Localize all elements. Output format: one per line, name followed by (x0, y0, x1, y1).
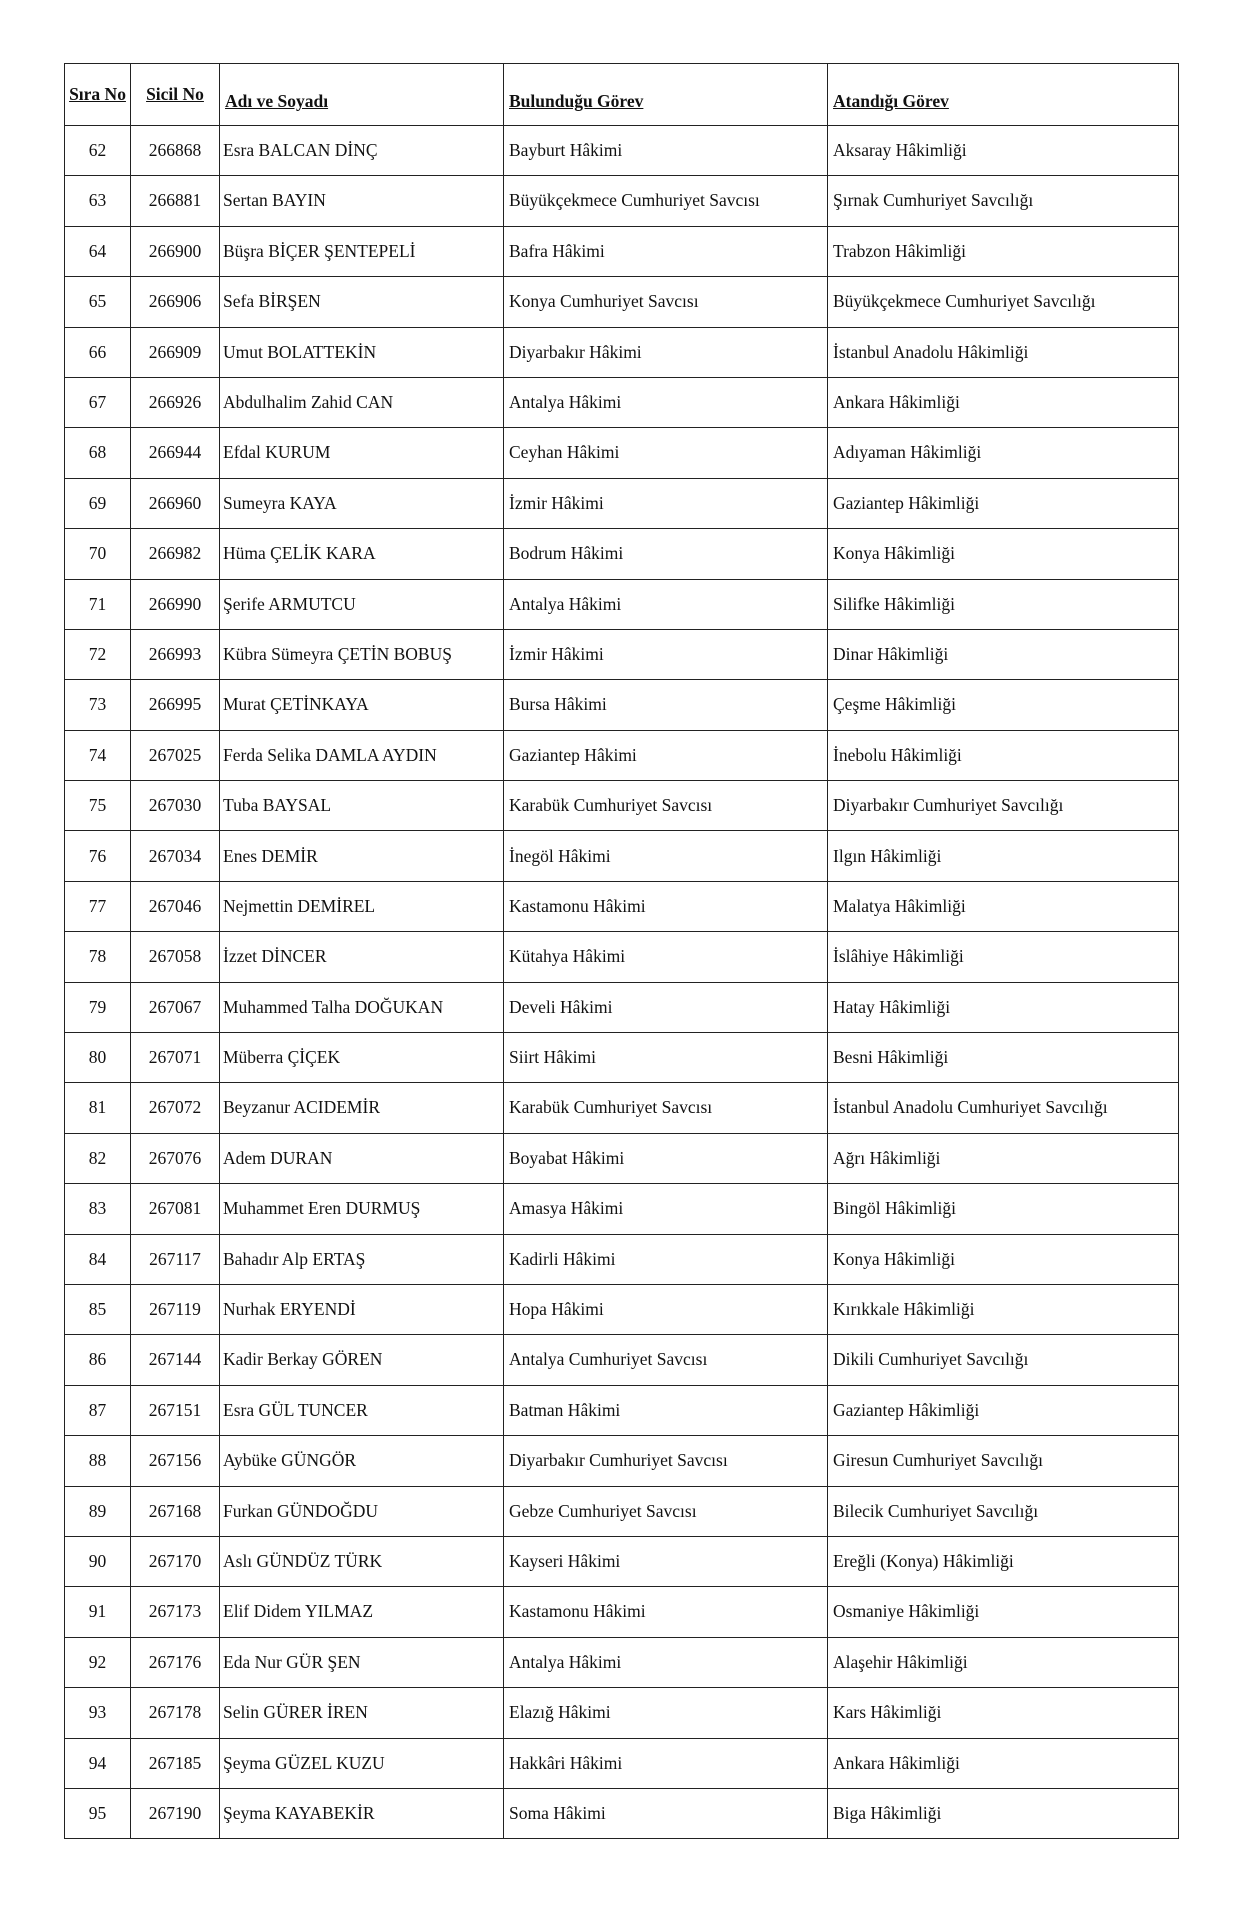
current-position-cell: Kastamonu Hâkimi (504, 881, 828, 931)
current-position-cell: Develi Hâkimi (504, 982, 828, 1032)
table-row (65, 1385, 1179, 1435)
sira-no-cell: 80 (65, 1033, 131, 1083)
sicil-no-cell: 267119 (131, 1284, 220, 1334)
sicil-no-cell: 267034 (131, 831, 220, 881)
name-cell: Tuba BAYSAL (220, 781, 504, 831)
table-row (65, 982, 1179, 1032)
table-row (65, 1688, 1179, 1738)
assigned-position-cell: İstanbul Anadolu Hâkimliği (828, 327, 1179, 377)
table-row (65, 579, 1179, 629)
table-row (65, 1083, 1179, 1133)
sira-no-cell: 93 (65, 1688, 131, 1738)
table-row (65, 1536, 1179, 1586)
name-cell: Eda Nur GÜR ŞEN (220, 1637, 504, 1687)
name-cell: Efdal KURUM (220, 428, 504, 478)
table-row (65, 277, 1179, 327)
assigned-position-cell: Ilgın Hâkimliği (828, 831, 1179, 881)
name-cell: Elif Didem YILMAZ (220, 1587, 504, 1637)
current-position-cell: Diyarbakır Cumhuriyet Savcısı (504, 1436, 828, 1486)
sira-no-cell: 92 (65, 1637, 131, 1687)
name-cell: Şeyma KAYABEKİR (220, 1788, 504, 1838)
name-cell: Ferda Selika DAMLA AYDIN (220, 730, 504, 780)
current-position-cell: Bursa Hâkimi (504, 680, 828, 730)
name-cell: Kadir Berkay GÖREN (220, 1335, 504, 1385)
header-atandigi-gorev: Atandığı Görev (828, 64, 1179, 126)
sira-no-cell: 85 (65, 1284, 131, 1334)
assigned-position-cell: Ankara Hâkimliği (828, 1738, 1179, 1788)
sira-no-cell: 64 (65, 226, 131, 276)
assigned-position-cell: Dinar Hâkimliği (828, 629, 1179, 679)
assigned-position-cell: Dikili Cumhuriyet Savcılığı (828, 1335, 1179, 1385)
sira-no-cell: 94 (65, 1738, 131, 1788)
current-position-cell: Antalya Hâkimi (504, 579, 828, 629)
assigned-position-cell: İstanbul Anadolu Cumhuriyet Savcılığı (828, 1083, 1179, 1133)
sicil-no-cell: 267190 (131, 1788, 220, 1838)
header-adi-soyadi: Adı ve Soyadı (220, 64, 504, 126)
sicil-no-cell: 267046 (131, 881, 220, 931)
name-cell: Müberra ÇİÇEK (220, 1033, 504, 1083)
sicil-no-cell: 267067 (131, 982, 220, 1032)
name-cell: Esra GÜL TUNCER (220, 1385, 504, 1435)
name-cell: Sumeyra KAYA (220, 478, 504, 528)
sicil-no-cell: 267030 (131, 781, 220, 831)
name-cell: Sertan BAYIN (220, 176, 504, 226)
sicil-no-cell: 267071 (131, 1033, 220, 1083)
current-position-cell: Bayburt Hâkimi (504, 126, 828, 176)
name-cell: Muhammed Talha DOĞUKAN (220, 982, 504, 1032)
table-row (65, 1335, 1179, 1385)
current-position-cell: Antalya Cumhuriyet Savcısı (504, 1335, 828, 1385)
name-cell: Beyzanur ACIDEMİR (220, 1083, 504, 1133)
sicil-no-cell: 266926 (131, 377, 220, 427)
assigned-position-cell: Konya Hâkimliği (828, 529, 1179, 579)
assignment-table (64, 63, 1179, 1839)
sira-no-cell: 74 (65, 730, 131, 780)
table-row (65, 1184, 1179, 1234)
sicil-no-cell: 267081 (131, 1184, 220, 1234)
sira-no-cell: 76 (65, 831, 131, 881)
assigned-position-cell: Kars Hâkimliği (828, 1688, 1179, 1738)
table-row (65, 126, 1179, 176)
table-row (65, 226, 1179, 276)
name-cell: Murat ÇETİNKAYA (220, 680, 504, 730)
sira-no-cell: 62 (65, 126, 131, 176)
current-position-cell: Gebze Cumhuriyet Savcısı (504, 1486, 828, 1536)
assigned-position-cell: Adıyaman Hâkimliği (828, 428, 1179, 478)
sira-no-cell: 67 (65, 377, 131, 427)
current-position-cell: İzmir Hâkimi (504, 629, 828, 679)
header-sicil-no: Sicil No (131, 64, 220, 126)
name-cell: Nurhak ERYENDİ (220, 1284, 504, 1334)
sicil-no-cell: 266995 (131, 680, 220, 730)
assigned-position-cell: Aksaray Hâkimliği (828, 126, 1179, 176)
name-cell: Şerife ARMUTCU (220, 579, 504, 629)
table-row (65, 529, 1179, 579)
header-sira-no: Sıra No (65, 64, 131, 126)
sira-no-cell: 73 (65, 680, 131, 730)
sicil-no-cell: 267076 (131, 1133, 220, 1183)
table-row (65, 1788, 1179, 1838)
table-row (65, 1284, 1179, 1334)
assigned-position-cell: Ağrı Hâkimliği (828, 1133, 1179, 1183)
assigned-position-cell: Gaziantep Hâkimliği (828, 1385, 1179, 1435)
current-position-cell: Diyarbakır Hâkimi (504, 327, 828, 377)
sira-no-cell: 65 (65, 277, 131, 327)
assigned-position-cell: Malatya Hâkimliği (828, 881, 1179, 931)
sicil-no-cell: 267117 (131, 1234, 220, 1284)
sicil-no-cell: 267058 (131, 932, 220, 982)
table-row (65, 1587, 1179, 1637)
current-position-cell: Karabük Cumhuriyet Savcısı (504, 781, 828, 831)
sira-no-cell: 63 (65, 176, 131, 226)
assigned-position-cell: Ereğli (Konya) Hâkimliği (828, 1536, 1179, 1586)
sicil-no-cell: 266906 (131, 277, 220, 327)
name-cell: Selin GÜRER İREN (220, 1688, 504, 1738)
table-row (65, 1486, 1179, 1536)
sira-no-cell: 89 (65, 1486, 131, 1536)
sicil-no-cell: 266993 (131, 629, 220, 679)
assigned-position-cell: Bingöl Hâkimliği (828, 1184, 1179, 1234)
assigned-position-cell: Şırnak Cumhuriyet Savcılığı (828, 176, 1179, 226)
assigned-position-cell: Trabzon Hâkimliği (828, 226, 1179, 276)
name-cell: Nejmettin DEMİREL (220, 881, 504, 931)
name-cell: Aslı GÜNDÜZ TÜRK (220, 1536, 504, 1586)
name-cell: Hüma ÇELİK KARA (220, 529, 504, 579)
current-position-cell: Büyükçekmece Cumhuriyet Savcısı (504, 176, 828, 226)
sira-no-cell: 78 (65, 932, 131, 982)
sira-no-cell: 83 (65, 1184, 131, 1234)
sira-no-cell: 72 (65, 629, 131, 679)
current-position-cell: Gaziantep Hâkimi (504, 730, 828, 780)
name-cell: Büşra BİÇER ŞENTEPELİ (220, 226, 504, 276)
sira-no-cell: 88 (65, 1436, 131, 1486)
current-position-cell: Boyabat Hâkimi (504, 1133, 828, 1183)
sicil-no-cell: 267151 (131, 1385, 220, 1435)
sicil-no-cell: 267168 (131, 1486, 220, 1536)
sicil-no-cell: 267072 (131, 1083, 220, 1133)
sicil-no-cell: 266909 (131, 327, 220, 377)
current-position-cell: Elazığ Hâkimi (504, 1688, 828, 1738)
current-position-cell: Siirt Hâkimi (504, 1033, 828, 1083)
assigned-position-cell: İnebolu Hâkimliği (828, 730, 1179, 780)
table-row (65, 478, 1179, 528)
table-row (65, 781, 1179, 831)
table-row (65, 932, 1179, 982)
table-row (65, 1637, 1179, 1687)
name-cell: Adem DURAN (220, 1133, 504, 1183)
sicil-no-cell: 267185 (131, 1738, 220, 1788)
current-position-cell: Antalya Hâkimi (504, 377, 828, 427)
table-row (65, 730, 1179, 780)
table-row (65, 1436, 1179, 1486)
assigned-position-cell: İslâhiye Hâkimliği (828, 932, 1179, 982)
sicil-no-cell: 266868 (131, 126, 220, 176)
current-position-cell: Konya Cumhuriyet Savcısı (504, 277, 828, 327)
table-row (65, 680, 1179, 730)
sira-no-cell: 84 (65, 1234, 131, 1284)
name-cell: Furkan GÜNDOĞDU (220, 1486, 504, 1536)
current-position-cell: Hopa Hâkimi (504, 1284, 828, 1334)
sicil-no-cell: 266944 (131, 428, 220, 478)
assigned-position-cell: Ankara Hâkimliği (828, 377, 1179, 427)
sicil-no-cell: 267173 (131, 1587, 220, 1637)
sira-no-cell: 86 (65, 1335, 131, 1385)
name-cell: Abdulhalim Zahid CAN (220, 377, 504, 427)
sira-no-cell: 90 (65, 1536, 131, 1586)
current-position-cell: İnegöl Hâkimi (504, 831, 828, 881)
table-row (65, 176, 1179, 226)
sira-no-cell: 71 (65, 579, 131, 629)
name-cell: Kübra Sümeyra ÇETİN BOBUŞ (220, 629, 504, 679)
assigned-position-cell: Osmaniye Hâkimliği (828, 1587, 1179, 1637)
current-position-cell: Karabük Cumhuriyet Savcısı (504, 1083, 828, 1133)
current-position-cell: Kastamonu Hâkimi (504, 1587, 828, 1637)
sicil-no-cell: 266960 (131, 478, 220, 528)
current-position-cell: Kadirli Hâkimi (504, 1234, 828, 1284)
assigned-position-cell: Diyarbakır Cumhuriyet Savcılığı (828, 781, 1179, 831)
assigned-position-cell: Hatay Hâkimliği (828, 982, 1179, 1032)
name-cell: Muhammet Eren DURMUŞ (220, 1184, 504, 1234)
current-position-cell: Amasya Hâkimi (504, 1184, 828, 1234)
sicil-no-cell: 266881 (131, 176, 220, 226)
table-row (65, 629, 1179, 679)
table-row (65, 1738, 1179, 1788)
table-row (65, 831, 1179, 881)
name-cell: Umut BOLATTEKİN (220, 327, 504, 377)
sira-no-cell: 91 (65, 1587, 131, 1637)
current-position-cell: Kayseri Hâkimi (504, 1536, 828, 1586)
sicil-no-cell: 267178 (131, 1688, 220, 1738)
current-position-cell: Bodrum Hâkimi (504, 529, 828, 579)
sira-no-cell: 95 (65, 1788, 131, 1838)
current-position-cell: İzmir Hâkimi (504, 478, 828, 528)
assigned-position-cell: Alaşehir Hâkimliği (828, 1637, 1179, 1687)
name-cell: Esra BALCAN DİNÇ (220, 126, 504, 176)
current-position-cell: Bafra Hâkimi (504, 226, 828, 276)
current-position-cell: Soma Hâkimi (504, 1788, 828, 1838)
sira-no-cell: 69 (65, 478, 131, 528)
current-position-cell: Antalya Hâkimi (504, 1637, 828, 1687)
table-row (65, 377, 1179, 427)
assigned-position-cell: Silifke Hâkimliği (828, 579, 1179, 629)
assigned-position-cell: Kırıkkale Hâkimliği (828, 1284, 1179, 1334)
sira-no-cell: 68 (65, 428, 131, 478)
assigned-position-cell: Gaziantep Hâkimliği (828, 478, 1179, 528)
current-position-cell: Kütahya Hâkimi (504, 932, 828, 982)
assigned-position-cell: Çeşme Hâkimliği (828, 680, 1179, 730)
sicil-no-cell: 267176 (131, 1637, 220, 1687)
assigned-position-cell: Besni Hâkimliği (828, 1033, 1179, 1083)
current-position-cell: Hakkâri Hâkimi (504, 1738, 828, 1788)
assigned-position-cell: Biga Hâkimliği (828, 1788, 1179, 1838)
assigned-position-cell: Büyükçekmece Cumhuriyet Savcılığı (828, 277, 1179, 327)
name-cell: Şeyma GÜZEL KUZU (220, 1738, 504, 1788)
table-row (65, 881, 1179, 931)
sira-no-cell: 87 (65, 1385, 131, 1435)
sira-no-cell: 81 (65, 1083, 131, 1133)
sira-no-cell: 66 (65, 327, 131, 377)
table-row (65, 1033, 1179, 1083)
name-cell: Aybüke GÜNGÖR (220, 1436, 504, 1486)
assigned-position-cell: Bilecik Cumhuriyet Savcılığı (828, 1486, 1179, 1536)
sicil-no-cell: 267156 (131, 1436, 220, 1486)
current-position-cell: Batman Hâkimi (504, 1385, 828, 1435)
assigned-position-cell: Giresun Cumhuriyet Savcılığı (828, 1436, 1179, 1486)
name-cell: Enes DEMİR (220, 831, 504, 881)
name-cell: İzzet DİNCER (220, 932, 504, 982)
sira-no-cell: 79 (65, 982, 131, 1032)
sira-no-cell: 70 (65, 529, 131, 579)
sicil-no-cell: 267025 (131, 730, 220, 780)
sicil-no-cell: 266900 (131, 226, 220, 276)
header-row (65, 64, 1179, 126)
sicil-no-cell: 266990 (131, 579, 220, 629)
sicil-no-cell: 266982 (131, 529, 220, 579)
current-position-cell: Ceyhan Hâkimi (504, 428, 828, 478)
sira-no-cell: 82 (65, 1133, 131, 1183)
table-row (65, 327, 1179, 377)
sicil-no-cell: 267170 (131, 1536, 220, 1586)
sira-no-cell: 75 (65, 781, 131, 831)
header-bulundugu-gorev: Bulunduğu Görev (504, 64, 828, 126)
sira-no-cell: 77 (65, 881, 131, 931)
name-cell: Bahadır Alp ERTAŞ (220, 1234, 504, 1284)
sicil-no-cell: 267144 (131, 1335, 220, 1385)
name-cell: Sefa BİRŞEN (220, 277, 504, 327)
table-row (65, 428, 1179, 478)
table-row (65, 1234, 1179, 1284)
table-row (65, 1133, 1179, 1183)
assigned-position-cell: Konya Hâkimliği (828, 1234, 1179, 1284)
